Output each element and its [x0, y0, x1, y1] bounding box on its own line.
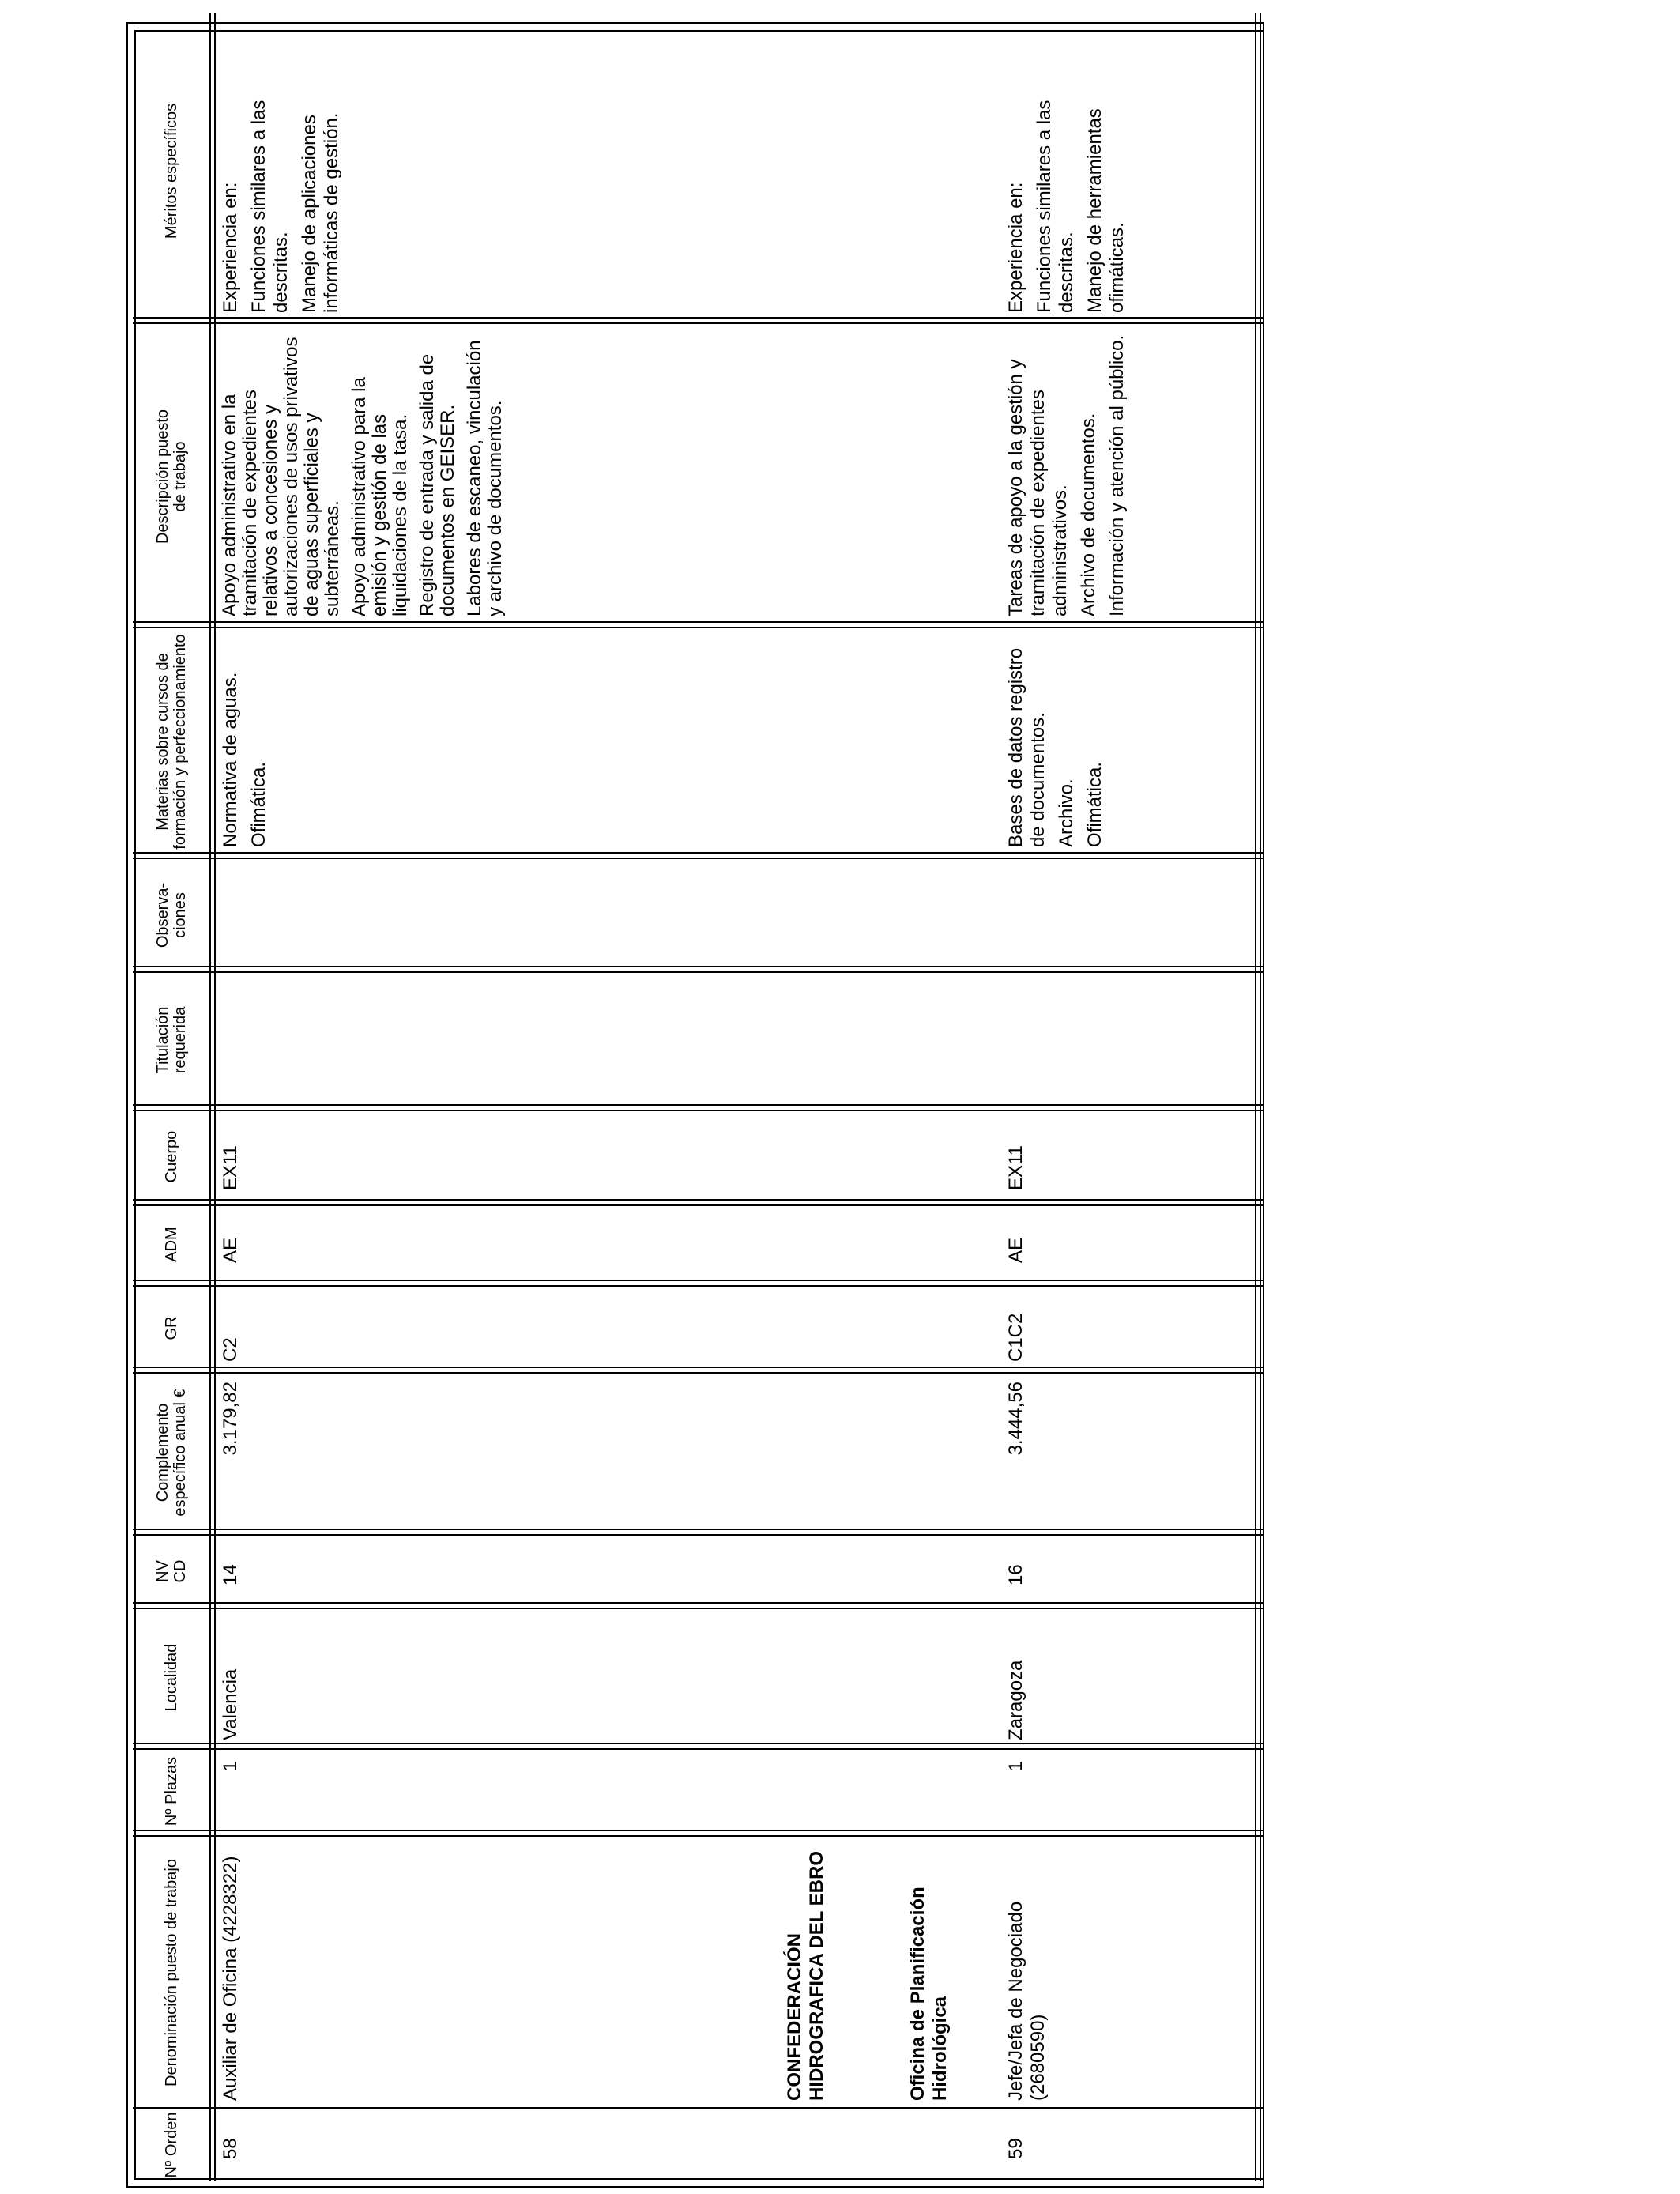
header-complemento: Complemento específico anual €: [154, 1389, 189, 1517]
merito-item: Funciones similares a las descritas.: [1034, 100, 1077, 313]
merito-item: Experiencia en:: [220, 182, 241, 313]
header-plazas: Nº Plazas: [163, 1756, 180, 1826]
row-58-cuerpo: EX11: [220, 1145, 241, 1190]
row-59-denominacion: Jefe/Jefa de Negociado (2680590): [1005, 1901, 1049, 2101]
row-58-nivel: 14: [220, 1564, 241, 1585]
header-meritos: Méritos específicos: [163, 103, 180, 239]
row-59-meritos: [1005, 28, 1135, 313]
header-descripcion: Descripción puesto de trabajo: [154, 409, 189, 545]
materia-item: Ofimática.: [248, 761, 269, 847]
descripcion-item: Información y atención al público.: [1106, 334, 1128, 616]
row-58-adm: AE: [220, 1237, 241, 1263]
header-cuerpo: Cuerpo: [163, 1130, 180, 1183]
section-unit: Oficina de Planificación Hidrológica: [907, 1887, 951, 2101]
section-organism: CONFEDERACIÓN HIDROGRAFICA DEL EBRO: [784, 1850, 827, 2101]
row-59-cuerpo: EX11: [1005, 1145, 1026, 1190]
row-58-plazas: 1: [220, 1761, 241, 1772]
header-observaciones: Observa- ciones: [154, 882, 189, 948]
row-58-descripcion: [220, 328, 512, 616]
row-59-grupo: C1C2: [1005, 1313, 1026, 1362]
descripcion-item: Labores de escaneo, vinculación y archivo de documentos.: [464, 340, 506, 616]
header-materias: Materias sobre cursos de formación y perfeccionamiento: [154, 634, 189, 850]
header-localidad: Localidad: [163, 1643, 180, 1712]
row-58-meritos: [220, 28, 349, 313]
header-nivel: NV CD: [154, 1559, 189, 1583]
descripcion-item: Apoyo administrativo en la tramitación de expedientes relativos a concesiones y autorizaciones de usos privativos de aguas superficiales y subterráneas.: [219, 337, 343, 616]
header-orden: Nº Orden: [163, 2112, 180, 2178]
row-59-materias: [1005, 634, 1113, 847]
descripcion-item: Apoyo administrativo para la emisión y gestión de las liquidaciones de la tasa.: [348, 377, 411, 616]
header-adm: ADM: [163, 1227, 180, 1262]
header-denominacion: Denominación puesto de trabajo: [163, 1859, 180, 2087]
row-59-complemento: 3.444,56: [1005, 1382, 1026, 1456]
row-58-complemento: 3.179,82: [220, 1382, 241, 1456]
materia-item: Normativa de aguas.: [220, 672, 241, 847]
descripcion-item: Archivo de documentos.: [1078, 413, 1099, 616]
row-58-denominacion: Auxiliar de Oficina (4228322): [220, 1856, 241, 2101]
rotated-table: [126, 6, 1264, 2188]
descripcion-item: Registro de entrada y salida de documentos en GEISER.: [416, 353, 458, 616]
row-59-descripcion: [1005, 328, 1135, 616]
merito-item: Experiencia en:: [1005, 182, 1026, 313]
row-58-orden: 58: [220, 2138, 241, 2159]
merito-item: Manejo de herramientas ofimáticas.: [1084, 108, 1128, 313]
row-58-localidad: Valencia: [220, 1668, 241, 1740]
merito-item: Manejo de aplicaciones informáticas de gestión.: [299, 112, 342, 313]
materia-item: Bases de datos registro de documentos.: [1005, 647, 1049, 847]
merito-item: Funciones similares a las descritas.: [248, 100, 292, 313]
row-58-grupo: C2: [220, 1337, 241, 1362]
row-59-adm: AE: [1005, 1237, 1026, 1263]
header-titulacion: Titulación requerida: [154, 1006, 189, 1074]
row-59-plazas: 1: [1005, 1761, 1026, 1772]
row-59-nivel: 16: [1005, 1564, 1026, 1585]
materia-item: Ofimática.: [1084, 761, 1106, 847]
row-58-materias: [220, 634, 277, 847]
row-59-orden: 59: [1005, 2138, 1026, 2159]
descripcion-item: Tareas de apoyo a la gestión y tramitación de expedientes administrativos.: [1005, 359, 1071, 616]
header-grupo: GR: [163, 1316, 180, 1340]
row-59-localidad: Zaragoza: [1005, 1660, 1026, 1740]
materia-item: Archivo.: [1056, 778, 1077, 847]
